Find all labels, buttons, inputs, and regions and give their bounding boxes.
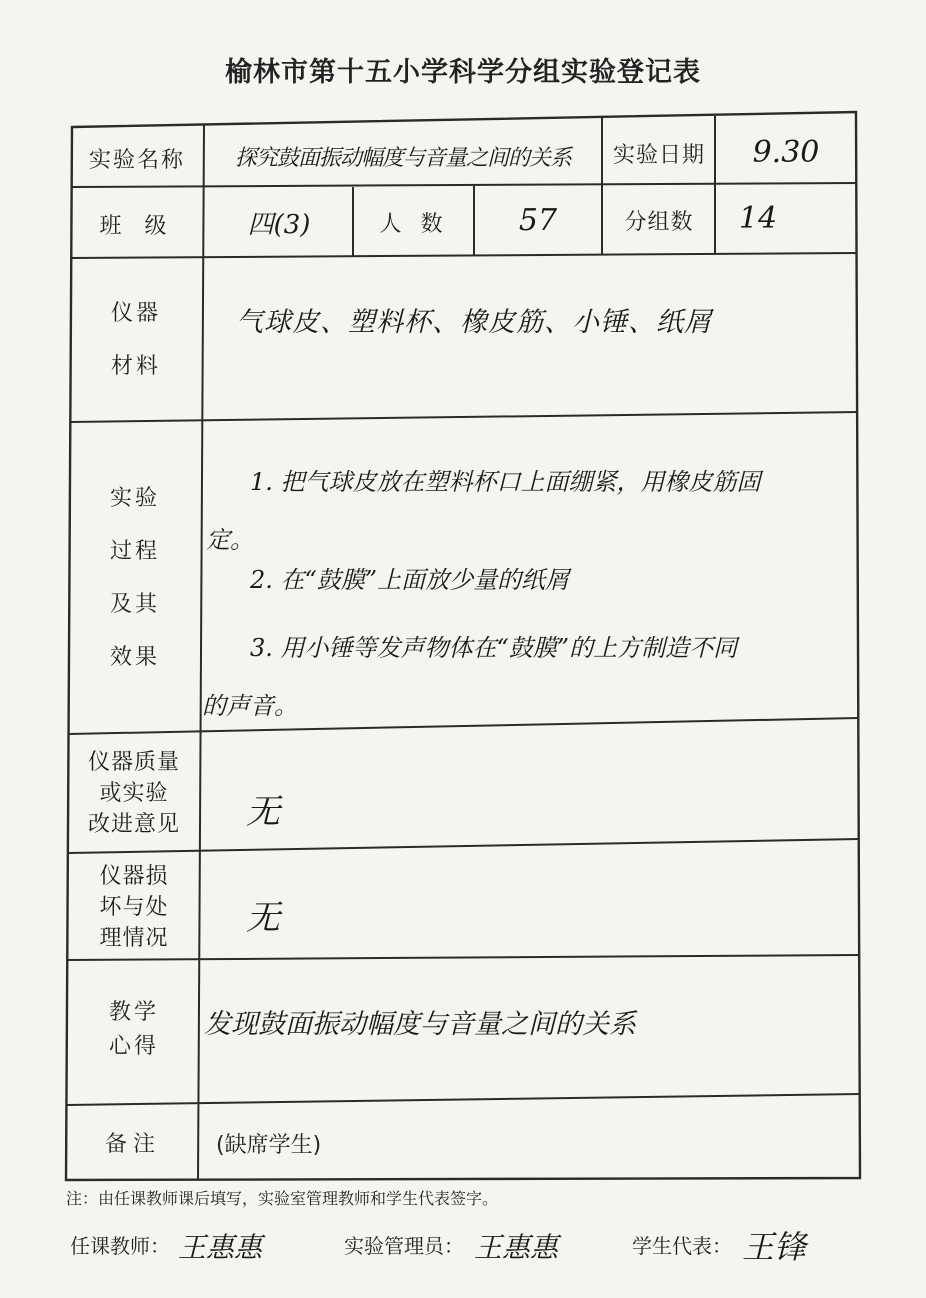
groups-value: 14 (738, 200, 778, 236)
count-label: 人 数 (379, 211, 449, 237)
quality-label-line: 或实验 (99, 780, 169, 806)
materials-label-line1: 仪器 (110, 301, 161, 326)
materials-label (72, 262, 200, 418)
quality-value: 无 (246, 792, 280, 832)
teaching-label-line: 心得 (108, 1034, 159, 1059)
process-label-line: 实验 (109, 486, 160, 511)
count-value: 57 (518, 202, 558, 238)
quality-label (72, 738, 196, 848)
class-value: 四(3) (247, 209, 311, 240)
experiment-name-value: 探究鼓面振动幅度与音量之间的关系 (234, 145, 571, 171)
teacher-signature: 王惠惠 (178, 1231, 263, 1264)
experiment-date-label: 实验日期 (612, 142, 705, 168)
groups-label: 分组数 (624, 209, 694, 235)
page-title: 榆林市第十五小学科学分组实验登记表 (225, 57, 701, 88)
teacher-label: 任课教师： (70, 1234, 170, 1258)
damage-label-line: 理情况 (99, 925, 169, 951)
student-signature: 王锋 (742, 1228, 807, 1266)
footer-note: 注：由任课教师课后填写，实验室管理教师和学生代表签字。 (66, 1189, 499, 1208)
damage-label-line: 仪器损 (99, 863, 169, 889)
experiment-date-value: 9.30 (752, 134, 820, 170)
remarks-value: (缺席学生) (216, 1133, 322, 1158)
teaching-label (72, 975, 196, 1085)
process-step3-line1: 3. 用小锤等发声物体在“鼓膜”的上方制造不同 (250, 634, 738, 662)
process-step1-line2: 定。 (206, 526, 254, 554)
process-label-line: 及其 (109, 592, 160, 617)
student-label: 学生代表： (632, 1234, 732, 1258)
damage-label-line: 坏与处 (99, 894, 169, 920)
teaching-label-line: 教学 (108, 1000, 159, 1025)
process-label (72, 440, 198, 716)
teaching-value: 发现鼓面振动幅度与音量之间的关系 (204, 1009, 636, 1040)
process-label-line: 过程 (109, 539, 160, 564)
experiment-name-label: 实验名称 (88, 147, 185, 173)
manager-label: 实验管理员： (344, 1234, 464, 1258)
process-step3-line2: 的声音。 (202, 692, 298, 720)
class-label: 班 级 (99, 213, 175, 239)
quality-label-line: 仪器质量 (87, 749, 180, 775)
manager-signature: 王惠惠 (474, 1231, 559, 1264)
damage-value: 无 (246, 898, 280, 938)
remarks-label: 备注 (104, 1131, 161, 1157)
process-step2: 2. 在“鼓膜”上面放少量的纸屑 (250, 566, 570, 594)
process-label-line: 效果 (109, 645, 160, 670)
process-step1-line1: 1. 把气球皮放在塑料杯口上面绷紧，用橡皮筋固 (250, 468, 761, 496)
materials-label-line2: 材料 (110, 354, 161, 379)
materials-value: 气球皮、塑料杯、橡皮筋、小锤、纸屑 (236, 307, 712, 338)
quality-label-line: 改进意见 (87, 811, 180, 837)
damage-label (72, 858, 196, 956)
